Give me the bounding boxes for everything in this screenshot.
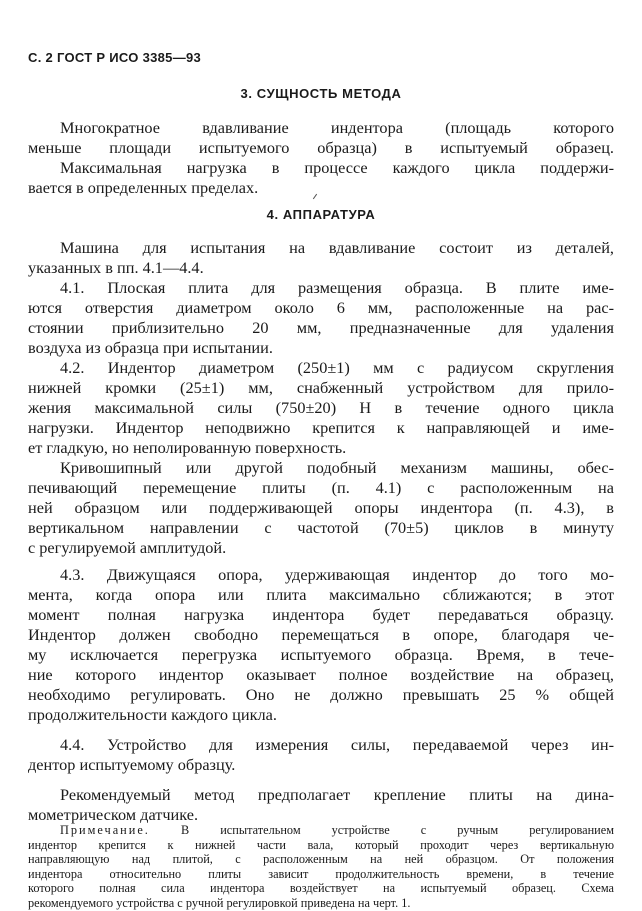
section-4-line: 4.2. Индентор диаметром (250±1) мм с радиусом скругления [60, 358, 614, 377]
section-4-line: ются отверстия диаметром около 6 мм, расположенные на рас- [28, 298, 614, 317]
note-line: индентора относительно плиты зависит продолжительность времени, в течение [28, 866, 614, 881]
section-4-line: му исключается перегрузка испытуемого образца. Время, в тече- [28, 645, 614, 664]
section-3-line: Максимальная нагрузка в процессе каждого цикла поддержи- [60, 158, 614, 177]
note-line: рекомендуемого устройства с ручной регулировкой приведена на черт. 1. [28, 895, 411, 910]
section-4-title: 4. АППАРАТУРА [266, 207, 376, 222]
section-4-line: продолжительности каждого цикла. [28, 705, 277, 724]
section-4-line: 4.3. Движущаяся опора, удерживающая индентор до того мо- [60, 565, 614, 584]
section-4-line: мометрическом датчике. [28, 805, 199, 824]
section-4-line: дентор испытуемому образцу. [28, 755, 236, 774]
section-4-line: мента, когда опора или плита максимально сближаются; в этот [28, 585, 614, 604]
note-first-line-text: В испытательном устройстве с ручным регулированием [180, 823, 615, 837]
section-4-line: стоянии приблизительно 20 мм, предназначенные для удаления [28, 318, 614, 337]
section-4-line: указанных в пп. 4.1—4.4. [28, 258, 204, 277]
section-3-line: меньше площади испытуемого образца) в испытуемый образец. [28, 138, 614, 157]
section-4-line: вертикальном направлении с частотой (70±5) циклов в минуту [28, 518, 614, 537]
section-4-line: ет гладкую, но неполированную поверхность. [28, 438, 347, 457]
section-4-line: Рекомендуемый метод предполагает крепление плиты на дина- [60, 785, 614, 804]
section-4-line: необходимо регулировать. Оно не должно превышать 25 % общей [28, 685, 614, 704]
section-4-line: нагрузки. Индентор неподвижно крепится к направляющей и име- [28, 418, 614, 437]
section-4-line: 4.1. Плоская плита для размещения образца. В плите име- [60, 278, 614, 297]
note-label: Примечание. [60, 823, 150, 837]
section-4-line: момент полная нагрузка индентора будет передаваться образцу. [28, 605, 614, 624]
section-4-line: нижней кромки (25±1) мм, снабженный устройством для прило- [28, 378, 614, 397]
running-head: С. 2 ГОСТ Р ИСО 3385—93 [28, 50, 202, 65]
section-4-line: Индентор должен свободно перемещаться в опоре, благодаря че- [28, 625, 614, 644]
section-4-line: 4.4. Устройство для измерения силы, передаваемой через ин- [60, 735, 614, 754]
section-3-line: вается в определенных пределах. [28, 178, 259, 197]
note-first-line [60, 823, 614, 838]
section-4-line: Кривошипный или другой подобный механизм машины, обес- [60, 458, 614, 477]
section-4-line: ние которого индентор оказывает полное воздействие на образец, [28, 665, 614, 684]
section-4-line: печивающий перемещение плиты (п. 4.1) с расположенным на [28, 478, 614, 497]
section-4-line: ней образцом или поддерживающей опоры индентора (п. 4.3), в [28, 498, 614, 517]
section-4-line: Машина для испытания на вдавливание состоит из деталей, [60, 238, 614, 257]
note-line: индентор крепится к нижней части вала, который проходит через вертикальную [28, 837, 614, 852]
section-4-line: с регулируемой амплитудой. [28, 538, 227, 557]
note-line: которого полная сила индентора воздействует на испытуемый образец. Схема [28, 881, 614, 895]
section-3-line: Многократное вдавливание индентора (площадь которого [60, 118, 614, 137]
section-4-line: жения максимальной силы (750±20) Н в течение одного цикла [28, 398, 614, 417]
note-line: направляющую над плитой, с расположенным на ней образцом. От положения [28, 852, 614, 866]
section-3-title: 3. СУЩНОСТЬ МЕТОДА [240, 86, 402, 101]
section-4-line: воздуха из образца при испытании. [28, 338, 273, 357]
